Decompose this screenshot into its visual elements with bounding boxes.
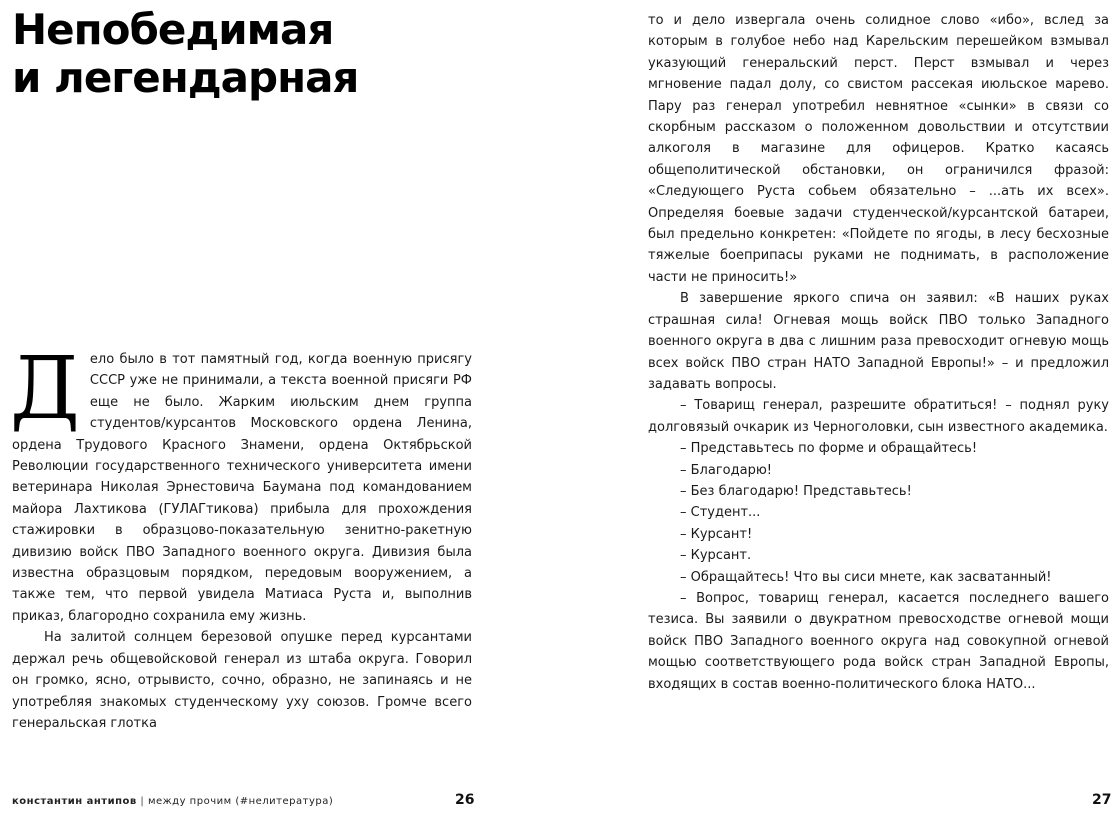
paragraph: то и дело извергала очень солидное слово «ибо», вслед за которым в голубое небо над Карельским перешейком взмывал указующий генеральский перст. Перст взмывал и через мгновение падал долу, со свистом рассекая июльское марево. Пару раз генерал употребил невнятное «сынки» в связи со скорбным рассказом о положенном довольствии и отсутствии алкоголя в магазине для офицеров. Кратко касаясь общеполитической обстановки, он ограничился фразой: «Следующего Руста собьем обязательно – ...ать их всех». Определяя боевые задачи студенческой/курсантской батареи, был предельно конкретен: «Пойдете по ягоды, в лесу бесхозные тяжелые боеприпасы руками не поднимать, в расположение части не приносить!» xyxy=(648,13,1109,285)
paragraph xyxy=(10,339,472,627)
paragraph-text: ело было в тот памятный год, когда военную присягу СССР уже не принимали, а текста военной присяги РФ еще не было. Жарким июльским днем группа студентов/курсантов Московского ордена Ленина, ордена Трудового Красного Знамени, ордена Октябрьской Революции государственного технического университета имени ветеринара Николая Эрнестовича Баумана под командованием майора Лахтикова (ГУЛАГтикова) прибыла для прохождения стажировки в образцово-показательную зенитно-ракетную дивизию войск ПВО Западного военного округа. Дивизия была известна образцовым порядком, передовым вооружением, а также тем, что первой увидела Матиаса Руста и, выполнив приказ, благородно сохранила ему жизнь. xyxy=(12,352,472,624)
dialogue-line: – Представьтесь по форме и обращайтесь! xyxy=(680,441,978,457)
paragraph: – Товарищ генерал, разрешите обратиться! – поднял руку долговязый очкарик из Черноголовки, сын известного академика. xyxy=(648,398,1109,435)
dialogue-line: – Курсант! xyxy=(680,526,753,542)
dialogue-line: – Курсант. xyxy=(680,548,752,564)
dialogue-line: – Без благодарю! Представьтесь! xyxy=(680,483,912,499)
chapter-title-line-1: Непобедимая xyxy=(12,5,334,54)
paragraph: – Вопрос, товарищ генерал, касается последнего вашего тезиса. Вы заявили о двукратном превосходстве огневой мощи войск ПВО Западного военного округа над совокупной огневой мощью соответствующего рода войск стран Западной Европы, входящих в состав военно-политического блока НАТО... xyxy=(648,590,1109,692)
dialogue-line: – Благодарю! xyxy=(680,462,772,478)
dialogue-line: – Студент... xyxy=(680,505,761,521)
dialogue-line: – Обращайтесь! Что вы сиси мнете, как засватанный! xyxy=(680,569,1052,585)
page-number-right: 27 xyxy=(1092,792,1112,808)
footer-book-title: между прочим (#нелитература) xyxy=(147,796,334,807)
paragraph: На залитой солнцем березовой опушке перед курсантами держал речь общевойсковой генерал из штаба округа. Говорил он громко, ясно, отрывисто, сочно, образно, не запинаясь и не употребляя знакомых студенческому уху союзов. Громче всего генеральская глотка xyxy=(12,630,472,731)
footer-author: константин антипов xyxy=(12,796,137,807)
drop-cap: Д xyxy=(10,339,80,439)
paragraph: В завершение яркого спича он заявил: «В наших руках страшная сила! Огневая мощь войск ПВО только Западного военного округа в два с лишним раза превосходит огневую мощь всех войск ПВО стран НАТО Западной Европы!» – и предложил задавать вопросы. xyxy=(648,291,1109,392)
footer-separator: | xyxy=(140,796,145,807)
page-number-left: 26 xyxy=(455,792,475,808)
right-text-column xyxy=(648,10,1109,695)
chapter-title xyxy=(12,6,358,102)
right-page xyxy=(560,0,1119,819)
left-text-column xyxy=(10,339,472,734)
running-footer xyxy=(12,795,333,809)
chapter-title-line-2: и легендарная xyxy=(12,53,359,102)
